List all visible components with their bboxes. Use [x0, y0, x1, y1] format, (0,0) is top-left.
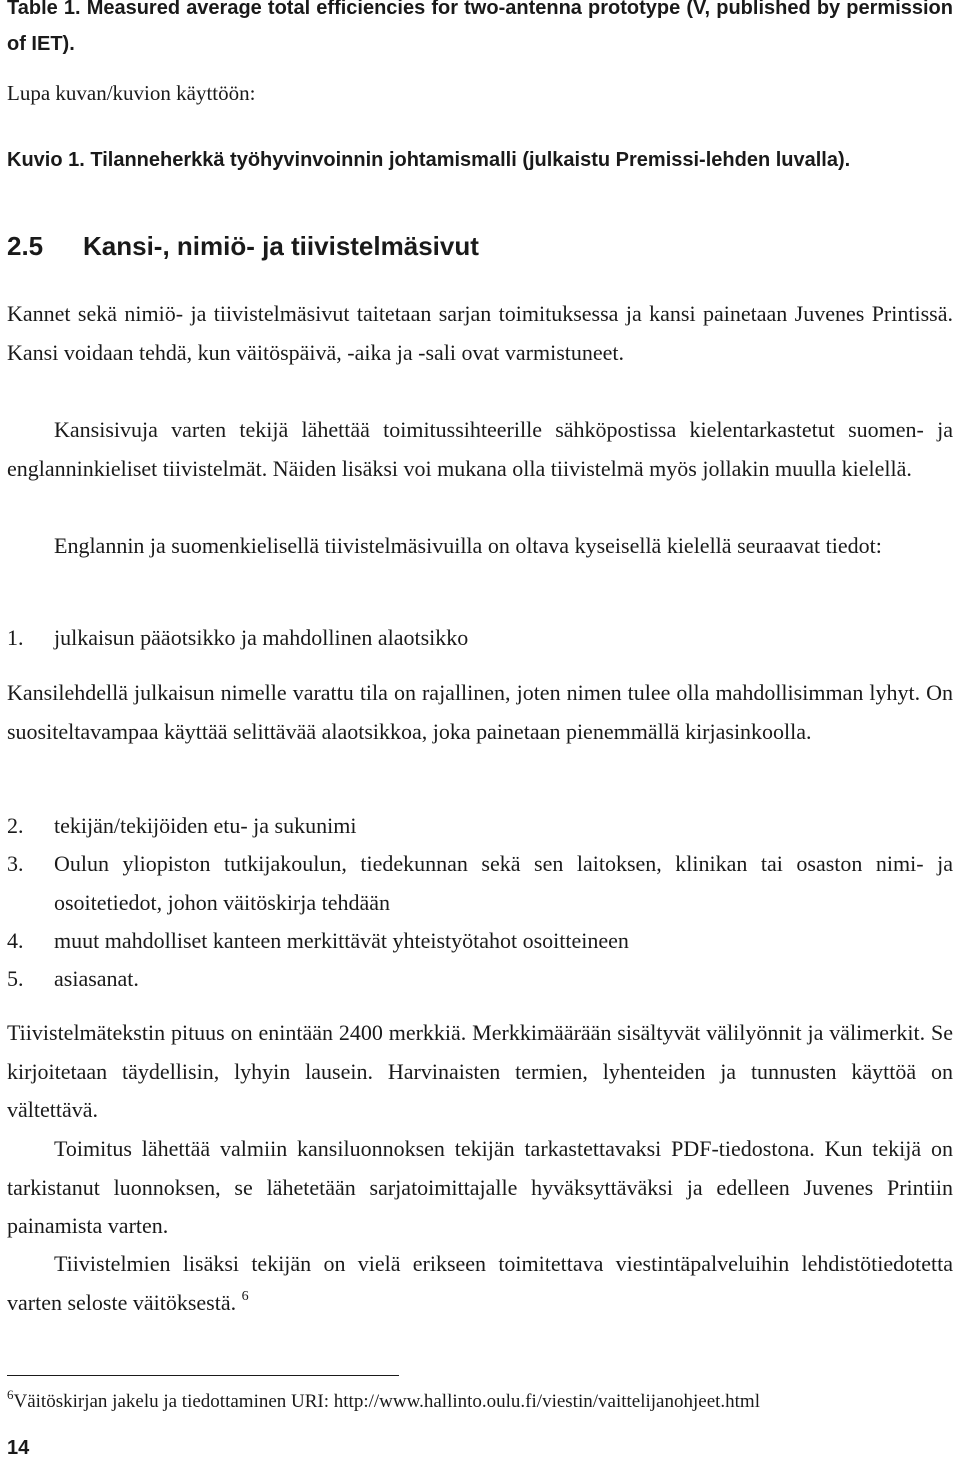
press-release-text: Tiivistelmien lisäksi tekijän on vielä erikseen toimitettava viestintäpalveluihin lehdistötiedotetta varten seloste väitöksestä. — [7, 1251, 953, 1315]
list-item-text: julkaisun pääotsikko ja mahdollinen alaotsikko — [54, 625, 469, 650]
list-item — [7, 619, 953, 658]
page-number: 14 — [7, 1437, 30, 1459]
footnote-reference: 6 — [241, 1288, 249, 1304]
section-number: 2.5 — [7, 231, 44, 261]
footnote-mark: 6 — [7, 1387, 14, 1402]
list-item-text: asiasanat. — [54, 966, 139, 991]
paragraph-abstracts: Kansisivuja varten tekijä lähettää toimitussihteerille sähköpostissa kielentarkastetut suomen- ja englanninkieliset tiivistelmät. Näiden lisäksi voi mukana olla tiivistelmä myös jollakin muulla kielellä. — [7, 417, 953, 481]
footnote-text: Väitöskirjan jakelu ja tiedottaminen URI: http://www.hallinto.oulu.fi/viestin/vaittelijanohjeet.html — [13, 1391, 760, 1412]
list-item-number: 3. — [7, 851, 24, 876]
permission-line: Lupa kuvan/kuvion käyttöön: — [7, 81, 256, 105]
figure-caption: Kuvio 1. Tilanneherkkä työhyvinvoinnin johtamismalli (julkaistu Premissi-lehden luvalla). — [7, 149, 851, 171]
list-item — [7, 807, 953, 846]
paragraph-required-info: Englannin ja suomenkielisellä tiivistelmäsivuilla on oltava kyseisellä kielellä seuraavat tiedot: — [54, 533, 882, 558]
paragraph-press-release — [7, 1245, 953, 1322]
footnote — [7, 1387, 953, 1417]
footnote-divider — [7, 1375, 399, 1376]
list-item-number: 5. — [7, 966, 24, 991]
section-title: Kansi-, nimiö- ja tiivistelmäsivut — [83, 231, 479, 261]
list-item-text: muut mahdolliset kanteen merkittävät yhteistyötahot osoitteineen — [54, 928, 629, 953]
list-item-number: 1. — [7, 625, 24, 650]
list-item-number: 4. — [7, 928, 24, 953]
list-item-text: Oulun yliopiston tutkijakoulun, tiedekunnan sekä sen laitoksen, klinikan tai osaston nimi- ja osoitetiedot, johon väitöskirja tehdään — [54, 851, 953, 915]
paragraph-abstract-length: Tiivistelmätekstin pituus on enintään 2400 merkkiä. Merkkimäärään sisältyvät välilyönnit ja välimerkit. Se kirjoitetaan täydellisin, lyhyin lausein. Harvinaisten termien, lyhenteiden ja tunnusten käyttöä on vältettävä. — [7, 1020, 953, 1122]
section-heading — [7, 226, 479, 266]
paragraph-cover-pages: Kannet sekä nimiö- ja tiivistelmäsivut taitetaan sarjan toimituksessa ja kansi painetaan Juvenes Printissä. Kansi voidaan tehdä, kun väitöspäivä, -aika ja -sali ovat varmistuneet. — [7, 301, 953, 365]
list-item-text: tekijän/tekijöiden etu- ja sukunimi — [54, 813, 357, 838]
list-item-number: 2. — [7, 813, 24, 838]
table-caption: Table 1. Measured average total efficiencies for two-antenna prototype (V, published by permission of IET). — [7, 0, 953, 55]
paragraph-proof: Toimitus lähettää valmiin kansiluonnoksen tekijän tarkastettavaksi PDF-tiedostona. Kun tekijä on tarkistanut luonnoksen, se lähetetään sarjatoimittajalle hyväksyttäväksi ja edelleen Juvenes Printiin painamista varten. — [7, 1136, 953, 1238]
list-item — [7, 960, 953, 999]
paragraph-title-length: Kansilehdellä julkaisun nimelle varattu tila on rajallinen, joten nimen tulee olla mahdollisimman lyhyt. On suositeltavampaa käyttää selittävää alaotsikkoa, joka painetaan pienemmällä kirjasinkoolla. — [7, 680, 953, 744]
list-item — [7, 922, 953, 961]
list-item — [7, 845, 953, 922]
